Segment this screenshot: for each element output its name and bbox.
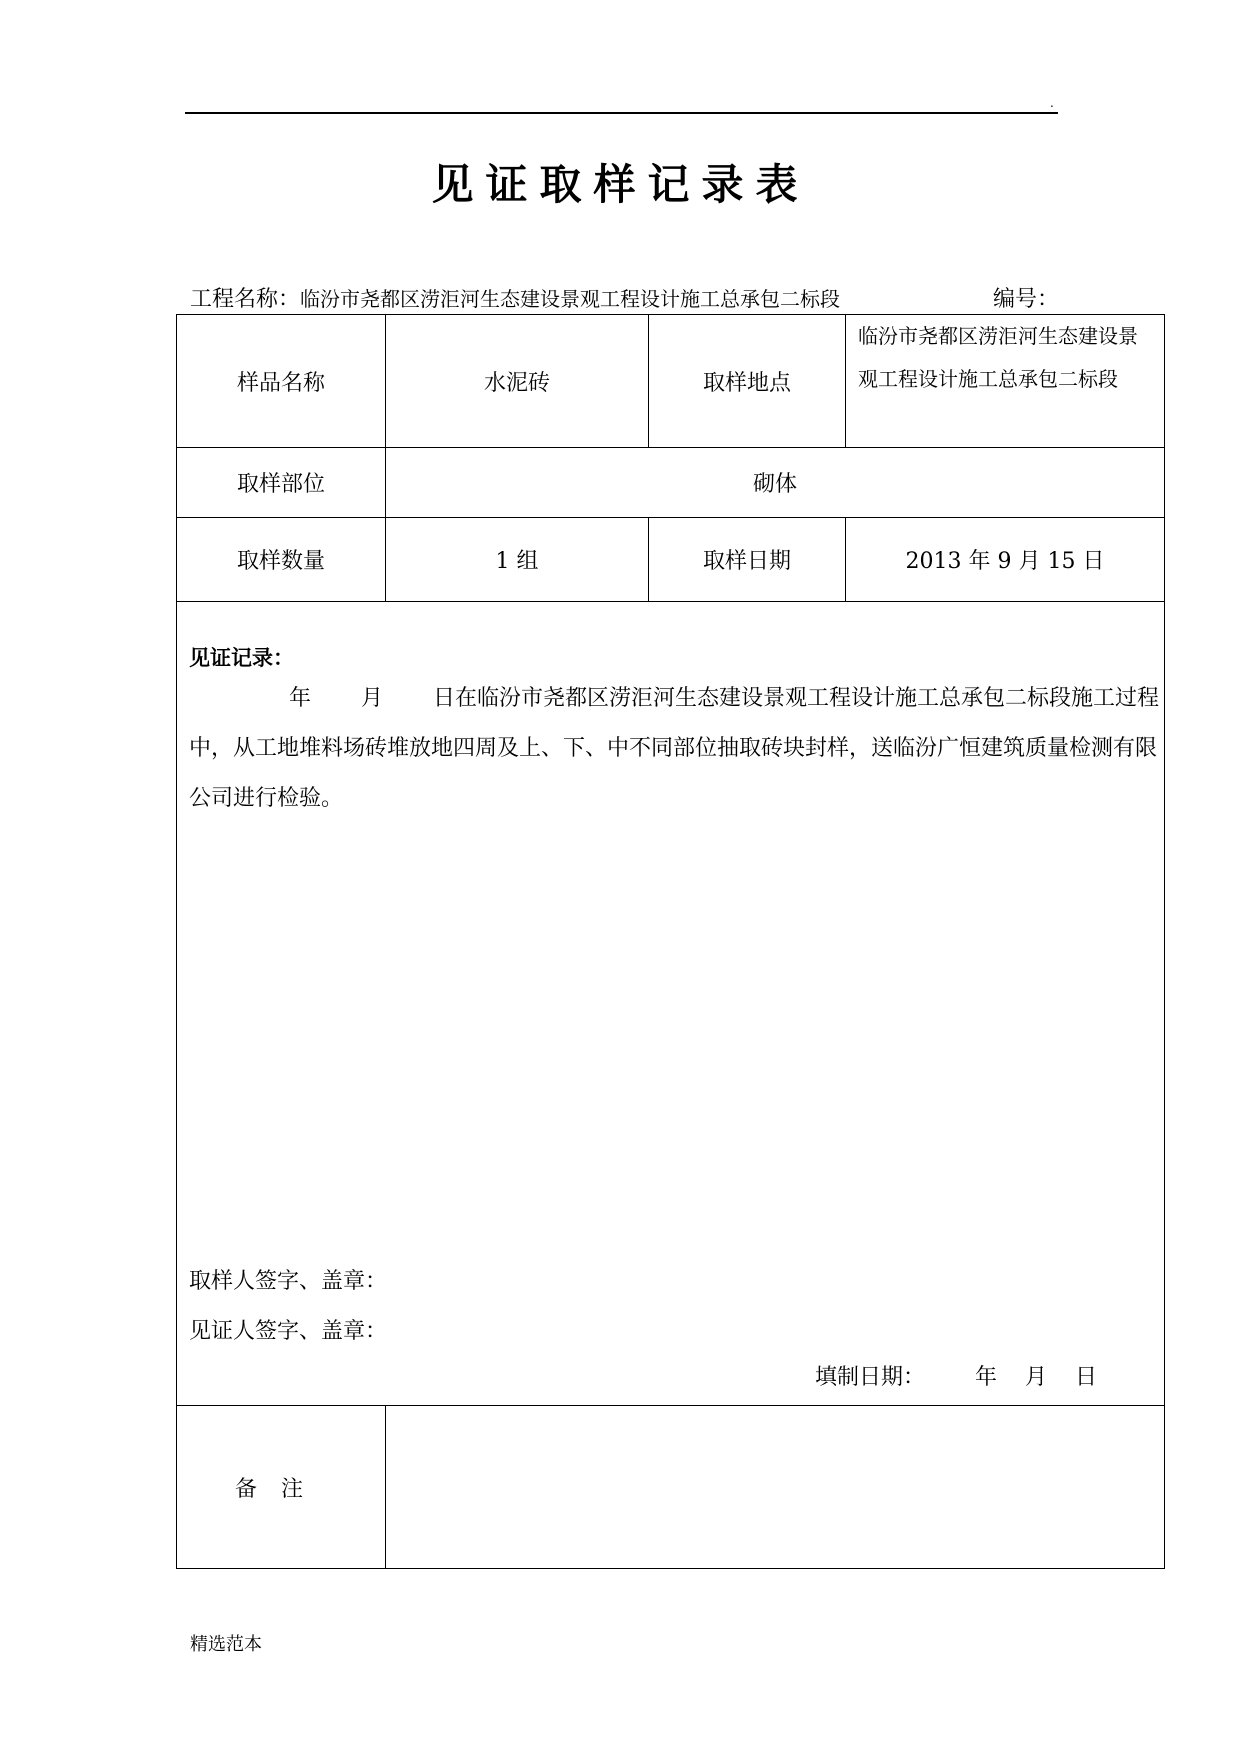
table-row bbox=[177, 602, 1165, 1406]
quantity-value: 1 组 bbox=[386, 518, 649, 602]
date-value: 2013 年 9 月 15 日 bbox=[846, 518, 1165, 602]
remarks-label: 备注 bbox=[177, 1406, 386, 1569]
sample-name-value: 水泥砖 bbox=[386, 315, 649, 448]
footer-text: 精选范本 bbox=[190, 1634, 262, 1655]
project-name-label: 工程名称： bbox=[190, 287, 301, 312]
table-row bbox=[177, 315, 1165, 448]
project-name-value: 临汾市尧都区涝洰河生态建设景观工程设计施工总承包二标段 bbox=[300, 287, 841, 311]
project-line bbox=[190, 282, 1070, 313]
remarks-value bbox=[386, 1406, 1165, 1569]
table-row bbox=[177, 448, 1165, 518]
header-rule bbox=[185, 112, 1058, 114]
header-dot: . bbox=[1050, 96, 1054, 110]
date-label: 取样日期 bbox=[649, 518, 846, 602]
table-row bbox=[177, 518, 1165, 602]
sample-name-label: 样品名称 bbox=[177, 315, 386, 448]
part-label: 取样部位 bbox=[177, 448, 386, 518]
witness-body-text: 日在临汾市尧都区涝洰河生态建设景观工程设计施工总承包二标段施工过程中，从工地堆料场砖堆放地四周及上、下、中不同部位抽取砖块封样，送临汾广恒建筑质量检测有限公司进行检验。 bbox=[189, 686, 1160, 811]
witness-month: 月 bbox=[361, 686, 384, 711]
witness-record-body bbox=[189, 674, 1162, 824]
witness-record-cell bbox=[177, 602, 1165, 1406]
quantity-label: 取样数量 bbox=[177, 518, 386, 602]
fill-day: 日 bbox=[1075, 1365, 1098, 1390]
fill-date-label: 填制日期： bbox=[815, 1365, 926, 1390]
location-value: 临汾市尧都区涝洰河生态建设景观工程设计施工总承包二标段 bbox=[846, 315, 1165, 448]
witness-year: 年 bbox=[289, 686, 312, 711]
fill-date bbox=[815, 1360, 1097, 1391]
sampler-signature: 取样人签字、盖章： bbox=[189, 1269, 388, 1294]
fill-month: 月 bbox=[1025, 1365, 1048, 1390]
witness-record-label: 见证记录： bbox=[189, 645, 294, 670]
fill-year: 年 bbox=[975, 1365, 998, 1390]
part-value: 砌体 bbox=[386, 448, 1165, 518]
table-row bbox=[177, 1406, 1165, 1569]
page-title: 见证取样记录表 bbox=[431, 160, 810, 209]
number-label: 编号： bbox=[993, 287, 1060, 312]
record-table bbox=[176, 314, 1165, 1569]
witness-signature: 见证人签字、盖章： bbox=[189, 1319, 388, 1344]
location-label: 取样地点 bbox=[649, 315, 846, 448]
